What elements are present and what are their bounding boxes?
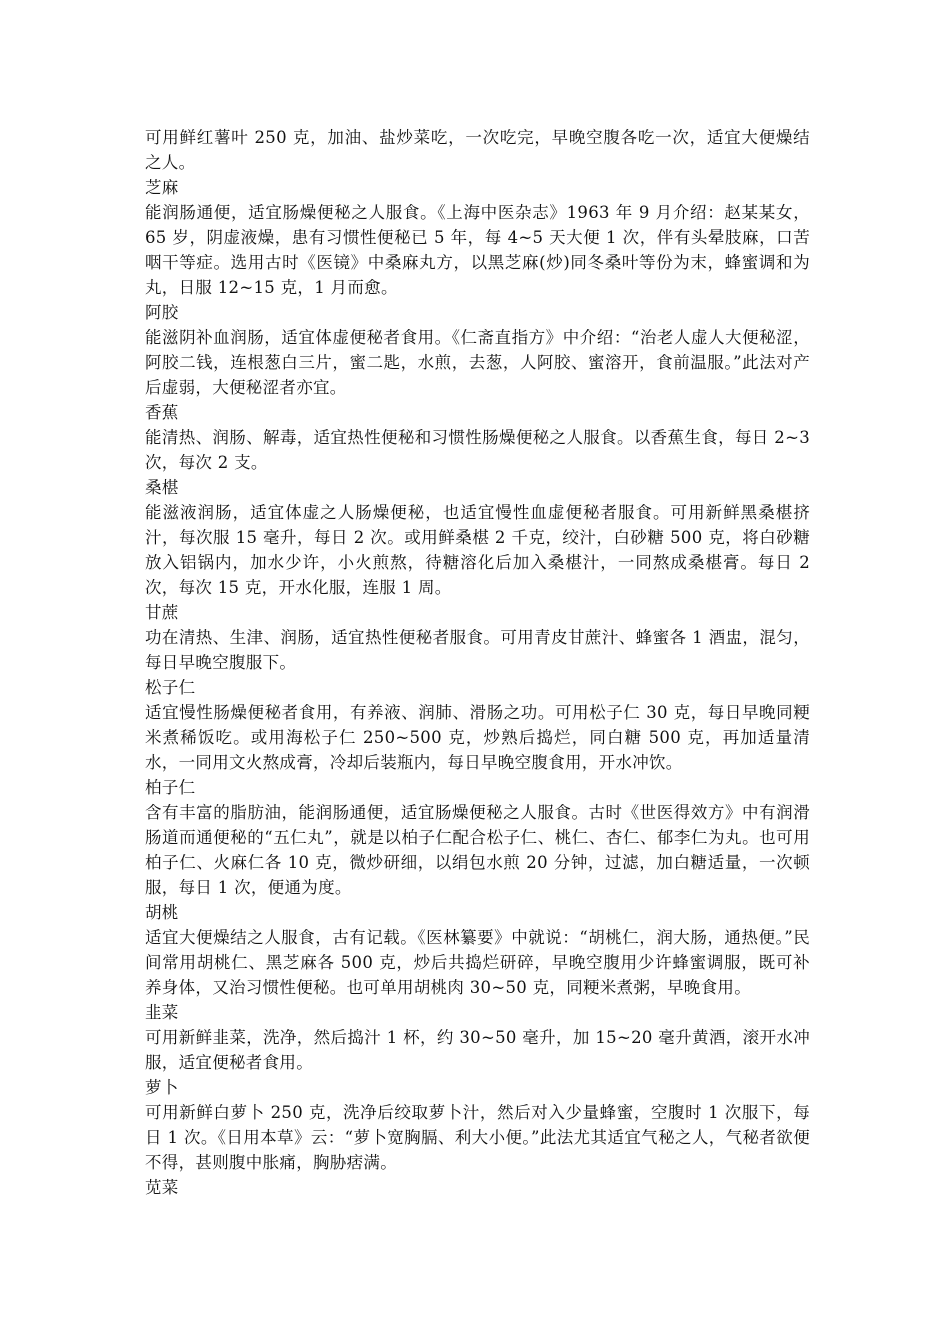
entry-title: 柏子仁: [145, 778, 196, 797]
entry-title: 萝卜: [145, 1078, 179, 1097]
entry-pine-nut: [145, 675, 810, 775]
entry-text: 可用新鲜韭菜，洗净，然后捣汁 1 杯，约 30~50 毫升，加 15~20 毫升黄酒，滚开水冲服，适宜便秘者食用。: [145, 1028, 810, 1072]
entry-chives: [145, 1000, 810, 1075]
entry-title: 甘蔗: [145, 603, 179, 622]
entry-text: 可用新鲜白萝卜 250 克，洗净后绞取萝卜汁，然后对入少量蜂蜜，空腹时 1 次服下，每日 1 次。《日用本草》云：“萝卜宽胸膈、利大小便。”此法尤其适宜气秘之人，气秘者欲便不得，甚则腹中胀痛，胸胁痞满。: [145, 1103, 810, 1172]
entry-mulberry: [145, 475, 810, 600]
entry-ejiao: [145, 300, 810, 400]
entry-text: 能滋阴补血润肠，适宜体虚便秘者食用。《仁斋直指方》中介绍：“治老人虚人大便秘涩，阿胶二钱，连根葱白三片，蜜二匙，水煎，去葱，人阿胶、蜜溶开，食前温服。”此法对产后虚弱，大便秘涩者亦宜。: [145, 328, 810, 397]
entry-text: 能清热、润肠、解毒，适宜热性便秘和习惯性肠燥便秘之人服食。以香蕉生食，每日 2~3 次，每次 2 支。: [145, 428, 810, 472]
document-page: [145, 125, 810, 1200]
entry-title: 香蕉: [145, 403, 179, 422]
entry-amaranth: [145, 1175, 810, 1200]
entry-radish: [145, 1075, 810, 1175]
entry-text: 能润肠通便，适宜肠燥便秘之人服食。《上海中医杂志》1963 年 9 月介绍：赵某某女，65 岁，阴虚液燥，患有习惯性便秘已 5 年，每 4~5 天大便 1 次，伴有头晕肢麻，口苦咽干等症。选用古时《医镜》中桑麻丸方，以黑芝麻(炒)同冬桑叶等份为末，蜂蜜调和为丸，日服 12~15 克，1 月而愈。: [145, 203, 810, 297]
intro-paragraph: 可用鲜红薯叶 250 克，加油、盐炒菜吃，一次吃完，早晚空腹各吃一次，适宜大便燥结之人。: [145, 128, 810, 172]
entry-title: 桑椹: [145, 478, 179, 497]
entry-title: 苋菜: [145, 1178, 179, 1197]
entry-text: 适宜大便燥结之人服食，古有记载。《医林纂要》中就说：“胡桃仁，润大肠，通热便。”民间常用胡桃仁、黑芝麻各 500 克，炒后共捣烂研碎，早晚空腹用少许蜂蜜调服，既可补养身体，又治习惯性便秘。也可单用胡桃肉 30~50 克，同粳米煮粥，早晚食用。: [145, 928, 810, 997]
entry-text: 功在清热、生津、润肠，适宜热性便秘者服食。可用青皮甘蔗汁、蜂蜜各 1 酒盅，混匀，每日早晚空腹服下。: [145, 628, 810, 672]
entry-title: 松子仁: [145, 678, 196, 697]
entry-text: 能滋液润肠，适宜体虚之人肠燥便秘，也适宜慢性血虚便秘者服食。可用新鲜黑桑椹挤汁，每次服 15 毫升，每日 2 次。或用鲜桑椹 2 千克，绞汁，白砂糖 500 克，将白砂糖放入铝锅内，加水少许，小火煎熬，待糖溶化后加入桑椹汁，一同熬成桑椹膏。每日 2 次，每次 15 克，开水化服，连服 1 周。: [145, 503, 810, 597]
entry-title: 阿胶: [145, 303, 179, 322]
entry-text: 适宜慢性肠燥便秘者食用，有养液、润肺、滑肠之功。可用松子仁 30 克，每日早晚同粳米煮稀饭吃。或用海松子仁 250~500 克，炒熟后捣烂，同白糖 500 克，再加适量清水，一同用文火熬成膏，冷却后装瓶内，每日早晚空腹食用，开水冲饮。: [145, 703, 810, 772]
entry-walnut: [145, 900, 810, 1000]
entry-arborvitae-seed: [145, 775, 810, 900]
entry-title: 芝麻: [145, 178, 179, 197]
entry-title: 胡桃: [145, 903, 179, 922]
entry-title: 韭菜: [145, 1003, 179, 1022]
entry-banana: [145, 400, 810, 475]
entry-sesame: [145, 175, 810, 300]
entry-sugarcane: [145, 600, 810, 675]
entry-text: 含有丰富的脂肪油，能润肠通便，适宜肠燥便秘之人服食。古时《世医得效方》中有润滑肠道而通便秘的“五仁丸”，就是以柏子仁配合松子仁、桃仁、杏仁、郁李仁为丸。也可用柏子仁、火麻仁各 10 克，微炒研细，以绢包水煎 20 分钟，过滤，加白糖适量，一次顿服，每日 1 次，便通为度。: [145, 803, 810, 897]
